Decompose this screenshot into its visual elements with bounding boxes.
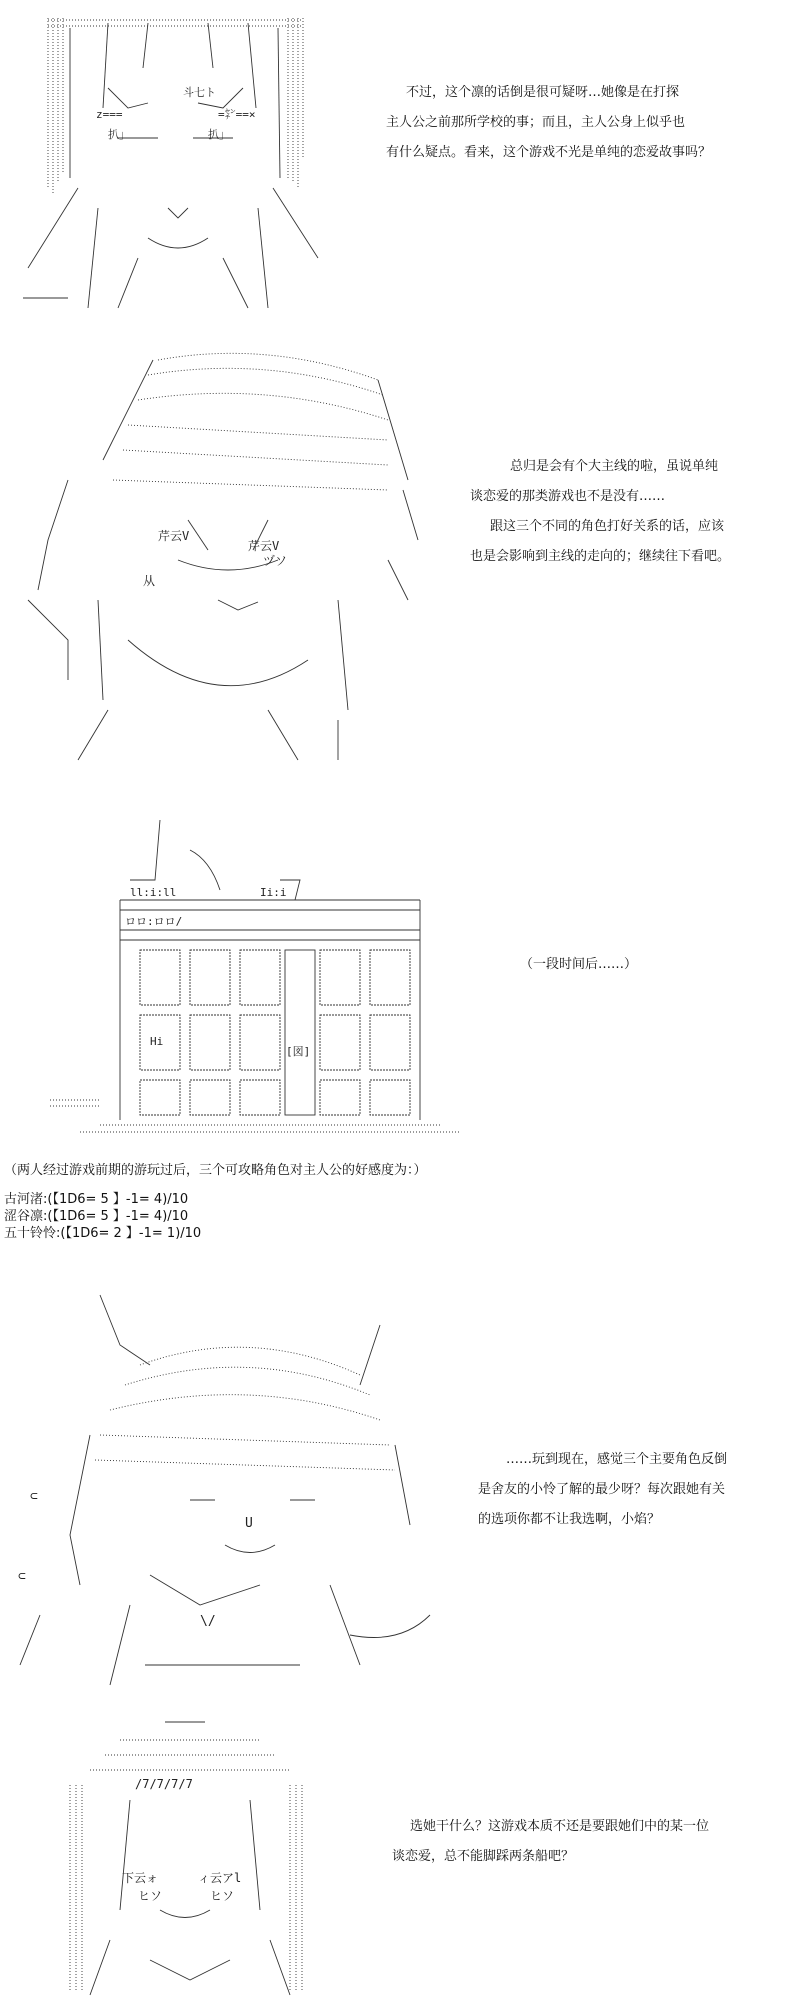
panel-3 [0,800,800,1140]
dialogue-line: 谈恋爱的那类游戏也不是没有…… [470,489,666,504]
art-text-4: 斗七ト [183,86,216,99]
stat-line-rei: 五十铃怜:(【1D6= 2 】-1= 1)/10 [4,1226,202,1241]
dialogue-2 [470,452,730,572]
panel-1 [0,0,800,320]
art-text-5: ヒソ [210,1889,235,1903]
art-text-4: 从 [143,574,156,588]
dialogue-1 [386,78,711,168]
art-text-1: ⊂ [30,1489,38,1504]
dialogue-line: 选她干什么？这游戏本质不还是要跟她们中的某一位 [410,1819,710,1834]
art-text-2: Ii:i [260,886,287,899]
narration-line: （一段时间后……） [520,957,638,972]
dialogue-3 [474,1445,727,1535]
art-text-1: /7/7/7/7 [135,1777,193,1791]
dialogue-line: 有什么疑点。看来，这个游戏不光是单纯的恋爱故事吗？ [386,145,712,160]
dialogue-line: 主人公之前那所学校的事；而且，主人公身上似乎也 [386,115,686,130]
art-text-4: Hi [150,1035,164,1048]
panel-6 [0,1710,800,2000]
art-text-2: 芹云V [248,539,280,553]
art-text-1: 芹云V [158,529,190,543]
stat-line-rin: 涩谷凛:(【1D6= 5 】-1= 4)/10 [4,1209,189,1224]
art-text-2: ⊂ [18,1569,26,1584]
art-text-3: U [245,1516,253,1531]
dialogue-line: 的选项你都不让我选啊，小焰？ [478,1512,661,1527]
dialogue-line: 也是会影响到主线的走向的；继续往下看吧。 [470,549,731,564]
dialogue-line: 不过，这个凛的话倒是很可疑呀…她像是在打探 [406,85,680,100]
art-text-2: 下云ォ [122,1871,159,1885]
stats-summary: （两人经过游戏前期的游玩过后，三个可攻略角色对主人公的好感度为：） [4,1163,427,1178]
art-text-3: ヅソ [263,554,288,568]
art-text-5: [図] [286,1045,311,1058]
art-text-4: \/ [200,1614,216,1629]
art-text-3: 扒」 [208,128,230,141]
ascii-art-character-3 [0,1285,450,1705]
art-text-3: ロロ:ロロ/ [125,915,183,928]
dialogue-line: ……玩到现在，感觉三个主要角色反倒 [506,1452,728,1467]
art-text-1: ll:i:ll [130,886,177,899]
dialogue-line: 总归是会有个大主线的啦，虽说单纯 [510,459,719,474]
art-text-5: =㌢==× [218,108,256,121]
affection-stats [4,1162,427,1242]
ascii-art-character-4 [10,1710,350,2000]
art-text-1: z=== [96,108,123,121]
panel-5 [0,1285,800,1705]
ascii-art-building [40,800,460,1140]
narration-1 [520,950,637,980]
ascii-art-character-1 [8,8,338,318]
panel-2 [0,340,800,780]
stat-line-nagisa: 古河渚:(【1D6= 5 】-1= 4)/10 [4,1192,189,1207]
ascii-art-character-2 [8,340,428,770]
dialogue-line: 跟这三个不同的角色打好关系的话，应该 [490,519,725,534]
art-text-2: 扒」 [108,128,130,141]
dialogue-4 [392,1812,709,1872]
dialogue-line: 谈恋爱，总不能脚踩两条船吧？ [392,1849,575,1864]
art-text-4: ヒソ [138,1889,163,1903]
dialogue-line: 是舍友的小怜了解的最少呀？每次跟她有关 [478,1482,726,1497]
art-text-3: ィ云アl [198,1871,242,1885]
